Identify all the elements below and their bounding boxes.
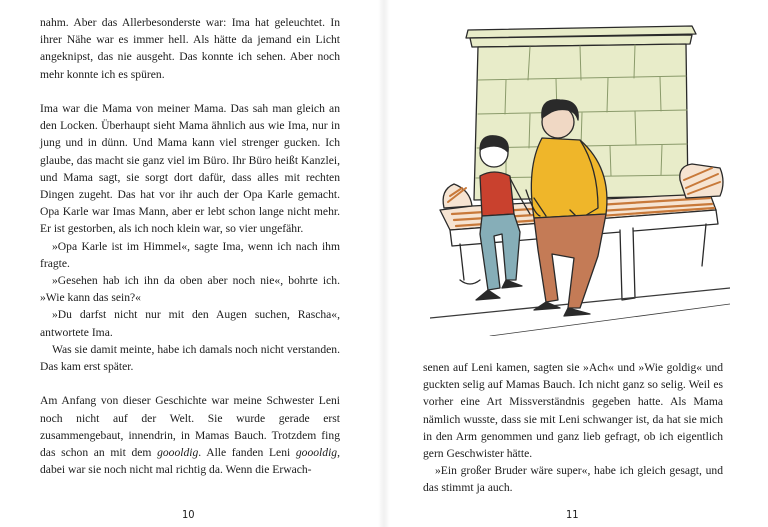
page-number-left: 10	[182, 508, 195, 521]
paragraph: »Ein großer Bruder wäre super«, habe ich gleich gesagt, und das stimmt ja auch.	[423, 464, 723, 495]
page-number-right: 11	[566, 508, 579, 521]
paragraph: Ima war die Mama von meiner Mama. Das sah man gleich an den Locken. Überhaupt sieht Mama ähnlich aus wie Ima, nur in jung und in dünn. Und Mama kann viel strenger gucken. Ich glaube, das macht sie ganz viel im Büro. Ihr Büro heißt Kanzlei, und Mama sagt, sie sorgt dort dafür, dass alles mit rechten Dingen zugeht. Das hat vor ihr auch der Opa Karle gemacht. Opa Karle war Imas Mann, aber er lebt schon lange nicht mehr. Er ist gestorben, als ich noch klein war, so vier ungefähr.	[40, 102, 340, 236]
book-gutter	[378, 0, 390, 527]
left-page-text	[40, 14, 340, 478]
paragraph: nahm. Aber das Allerbesonderste war: Ima hat geleuchtet. In ihrer Nähe war es immer hell. Als hätte da jemand ein Licht angeknipst, das nie ausgeht. Das konnte ich sehen. Aber noch mehr konnte ich es spüren.	[40, 16, 340, 81]
text-run: . Alle fanden Leni	[198, 446, 296, 460]
paragraph: senen auf Leni kamen, sagten sie »Ach« und »Wie goldig« und guckten selig auf Mamas Bauch. Ich nicht ganz so selig. Weil es vorher eine Art Missverständnis gegeben hatte. Als Mama nämlich wusste, dass sie mit Leni schwanger ist, da hat sie mich in den Arm genommen und ganz lieb gefragt, ob ich eigentlich gern Geschwister hätte.	[423, 361, 723, 461]
illustration-grandma-and-boy-on-stove-bench	[430, 18, 730, 336]
emphasis-text: goooldig	[295, 446, 338, 460]
paragraph: »Opa Karle ist im Himmel«, sagte Ima, wenn ich nach ihm fragte.	[40, 239, 340, 270]
paragraph: Was sie damit meinte, habe ich damals noch nicht verstanden. Das kam erst später.	[40, 342, 340, 374]
text-run: Am Anfang von dieser Geschichte war meine Schwester Leni noch nicht auf der Welt. Sie wurde gerade erst zusammengebaut, innendrin, in Mamas Bauch. Trotzdem fing das schon an mit dem	[40, 394, 340, 460]
emphasis-text: goooldig	[157, 446, 199, 460]
right-page-text	[423, 359, 723, 497]
paragraph: »Gesehen hab ich ihn da oben aber noch nie«, bohrte ich. »Wie kann das sein?«	[40, 274, 340, 305]
text-run: , dabei war sie noch nicht mal richtig da. Wenn die Erwach-	[40, 446, 340, 477]
paragraph: »Du darfst nicht nur mit den Augen suchen, Rascha«, antwortete Ima.	[40, 308, 340, 339]
paragraph	[40, 392, 340, 478]
